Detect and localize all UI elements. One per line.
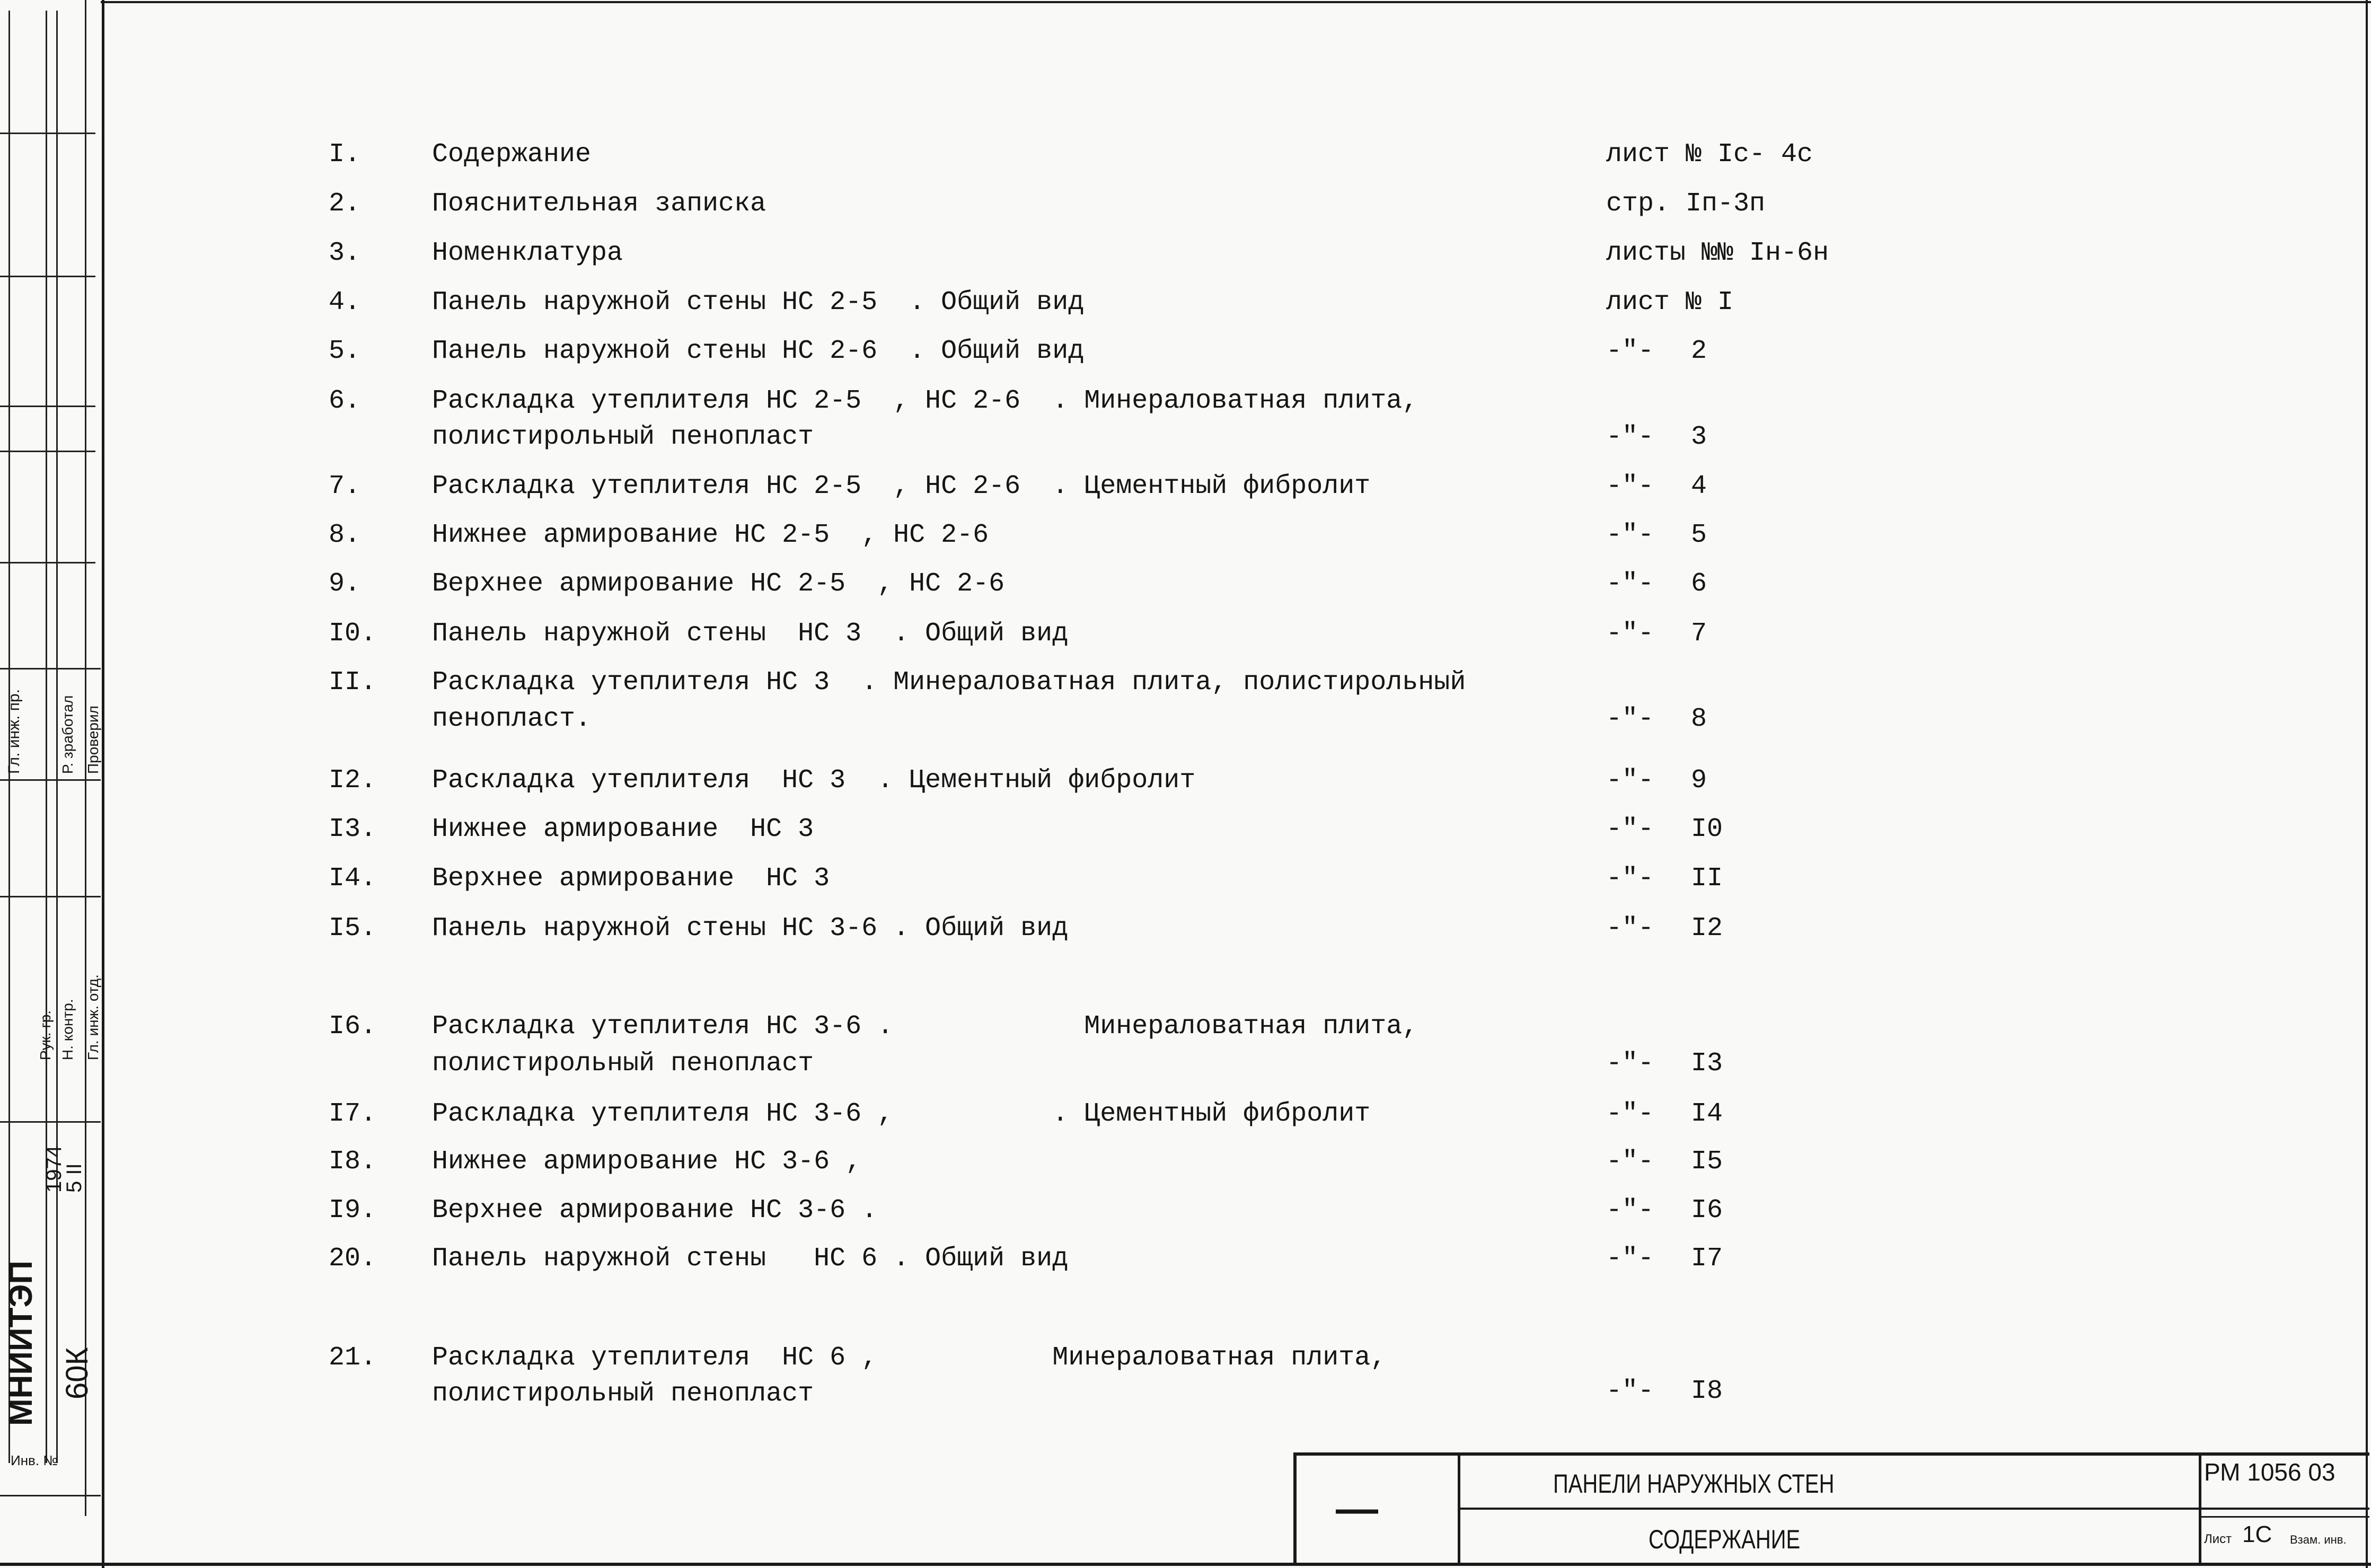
entry-sheet: I7 <box>1691 1244 1723 1274</box>
margin-month: 5 II <box>63 1163 86 1193</box>
organization-name: МНИИТЭП <box>3 1260 39 1426</box>
entry-number: I3. <box>329 814 377 844</box>
stamp-small-note: Взам. инв. <box>2290 1533 2347 1546</box>
drawing-title: ПАНЕЛИ НАРУЖНЫХ СТЕН <box>1553 1469 1835 1499</box>
document-code: РМ 1056 03 <box>2204 1458 2335 1486</box>
entry-title: Номенклатура <box>432 238 623 268</box>
entry-reference: -"- <box>1606 471 1654 501</box>
entry-title: Раскладка утеплителя НС 3 . Цементный фибролит <box>432 765 1196 796</box>
entry-sheet: 2 <box>1691 336 1707 366</box>
entry-number: 7. <box>329 471 361 501</box>
sheet-value: 1С <box>2242 1521 2272 1547</box>
margin-label-chief-engineer: Гл. инж. пр. <box>5 689 23 774</box>
entry-number: I5. <box>329 913 377 944</box>
entry-title: Содержание <box>432 139 592 170</box>
entry-reference: -"- <box>1606 1099 1654 1129</box>
entry-number: 5. <box>329 336 361 366</box>
entry-sheet: 9 <box>1691 765 1707 796</box>
entry-sheet: 5 <box>1691 520 1707 550</box>
entry-number: 2. <box>329 189 361 219</box>
entry-number: I7. <box>329 1099 377 1129</box>
entry-number: 3. <box>329 238 361 268</box>
entry-number: I6. <box>329 1011 377 1042</box>
entry-title: Панель наружной стены НС 3 . Общий вид <box>432 619 1069 649</box>
stamp-mid-line <box>1458 1508 2369 1510</box>
entry-title: Панель наружной стены НС 3-6 . Общий вид <box>432 913 1069 944</box>
entry-reference: -"- <box>1606 619 1654 649</box>
entry-reference: -"- <box>1606 336 1654 366</box>
margin-hline-10 <box>0 1495 101 1496</box>
margin-label-dept-engineer: Гл. инж. отд. <box>85 974 101 1060</box>
entry-sheet: I3 <box>1691 1049 1723 1079</box>
entry-title: Нижнее армирование НС 3 <box>432 814 814 844</box>
margin-label-checked: Проверил <box>85 706 101 774</box>
entry-reference: -"- <box>1606 520 1654 550</box>
entry-title: Панель наружной стены НС 2-6 . Общий вид <box>432 336 1085 366</box>
entry-title: Раскладка утеплителя НС 3-6 . Минераловатная плита, <box>432 1011 1418 1042</box>
entry-sheet: 7 <box>1691 619 1707 649</box>
entry-reference: лист № Iс- 4с <box>1606 139 1813 170</box>
entry-title: Панель наружной стены НС 2-5 . Общий вид <box>432 287 1085 318</box>
entry-reference: листы №№ Iн-6н <box>1606 238 1829 268</box>
entry-title: Нижнее армирование НС 3-6 , <box>432 1147 862 1177</box>
entry-number: 8. <box>329 520 361 550</box>
entry-number: II. <box>329 667 377 698</box>
entry-number: 6. <box>329 386 361 416</box>
entry-title: Панель наружной стены НС 6 . Общий вид <box>432 1244 1069 1274</box>
entry-reference: -"- <box>1606 1376 1654 1406</box>
entry-reference: -"- <box>1606 864 1654 894</box>
entry-sheet: I8 <box>1691 1376 1723 1406</box>
stamp-dash: — <box>1336 1485 1378 1532</box>
entry-reference: лист № I <box>1606 287 1734 318</box>
entry-sheet: I6 <box>1691 1195 1723 1226</box>
margin-year: 1974 <box>42 1146 66 1193</box>
entry-title-continuation: полистирольный пенопласт <box>432 422 814 452</box>
entry-number: I. <box>329 139 361 170</box>
entry-reference: -"- <box>1606 765 1654 796</box>
entry-title-continuation: пенопласт. <box>432 704 592 734</box>
entry-sheet: II <box>1691 864 1723 894</box>
entry-title: Нижнее армирование НС 2-5 , НС 2-6 <box>432 520 989 550</box>
entry-reference: стр. Iп-3п <box>1606 189 1766 219</box>
entry-title: Пояснительная записка <box>432 189 766 219</box>
inventory-label: Инв. № <box>11 1452 58 1468</box>
entry-sheet: 8 <box>1691 704 1707 734</box>
entry-reference: -"- <box>1606 1195 1654 1226</box>
entry-number: I8. <box>329 1147 377 1177</box>
margin-label-group-lead: Рук. гр. <box>37 1010 54 1060</box>
margin-code: 60К <box>60 1347 94 1399</box>
entry-sheet: 3 <box>1691 422 1707 452</box>
stamp-code-line <box>2199 1516 2369 1518</box>
entry-title: Раскладка утеплителя НС 6 , Минераловатная плита, <box>432 1343 1387 1373</box>
entry-number: 9. <box>329 569 361 599</box>
margin-label-norm-control: Н. контр. <box>59 999 76 1060</box>
entry-title: Верхнее армирование НС 3-6 . <box>432 1195 878 1226</box>
entry-number: 21. <box>329 1343 377 1373</box>
entry-number: 4. <box>329 287 361 318</box>
stamp-left-line <box>1293 1452 1297 1565</box>
entry-title-continuation: полистирольный пенопласт <box>432 1049 814 1079</box>
entry-title: Верхнее армирование НС 3 <box>432 864 830 894</box>
entry-sheet: I4 <box>1691 1099 1723 1129</box>
drawing-subtitle: СОДЕРЖАНИЕ <box>1649 1525 1801 1554</box>
entry-sheet: I0 <box>1691 814 1723 844</box>
entry-title-continuation: полистирольный пенопласт <box>432 1379 814 1409</box>
entry-reference: -"- <box>1606 1049 1654 1079</box>
entry-sheet: I5 <box>1691 1147 1723 1177</box>
title-block <box>1293 1452 2369 1565</box>
entry-number: I2. <box>329 765 377 796</box>
entry-reference: -"- <box>1606 1244 1654 1274</box>
entry-sheet: 6 <box>1691 569 1707 599</box>
entry-number: I4. <box>329 864 377 894</box>
entry-title: Раскладка утеплителя НС 3 . Минераловатная плита, полистирольный <box>432 667 1466 698</box>
entry-reference: -"- <box>1606 569 1654 599</box>
entry-number: I0. <box>329 619 377 649</box>
entry-sheet: 4 <box>1691 471 1707 501</box>
sheet-label: Лист <box>2204 1532 2232 1546</box>
entry-title: Верхнее армирование НС 2-5 , НС 2-6 <box>432 569 1005 599</box>
entry-title: Раскладка утеплителя НС 3-6 , . Цементный фибролит <box>432 1099 1371 1129</box>
entry-title: Раскладка утеплителя НС 2-5 , НС 2-6 . Минераловатная плита, <box>432 386 1418 416</box>
entry-reference: -"- <box>1606 704 1654 734</box>
entry-title: Раскладка утеплителя НС 2-5 , НС 2-6 . Цементный фибролит <box>432 471 1371 501</box>
entry-number: I9. <box>329 1195 377 1226</box>
entry-reference: -"- <box>1606 422 1654 452</box>
entry-reference: -"- <box>1606 814 1654 844</box>
entry-reference: -"- <box>1606 1147 1654 1177</box>
entry-number: 20. <box>329 1244 377 1274</box>
entry-reference: -"- <box>1606 913 1654 944</box>
entry-sheet: I2 <box>1691 913 1723 944</box>
margin-label-developed: Р. зработал <box>59 695 76 774</box>
stamp-top-line <box>1293 1452 2369 1456</box>
